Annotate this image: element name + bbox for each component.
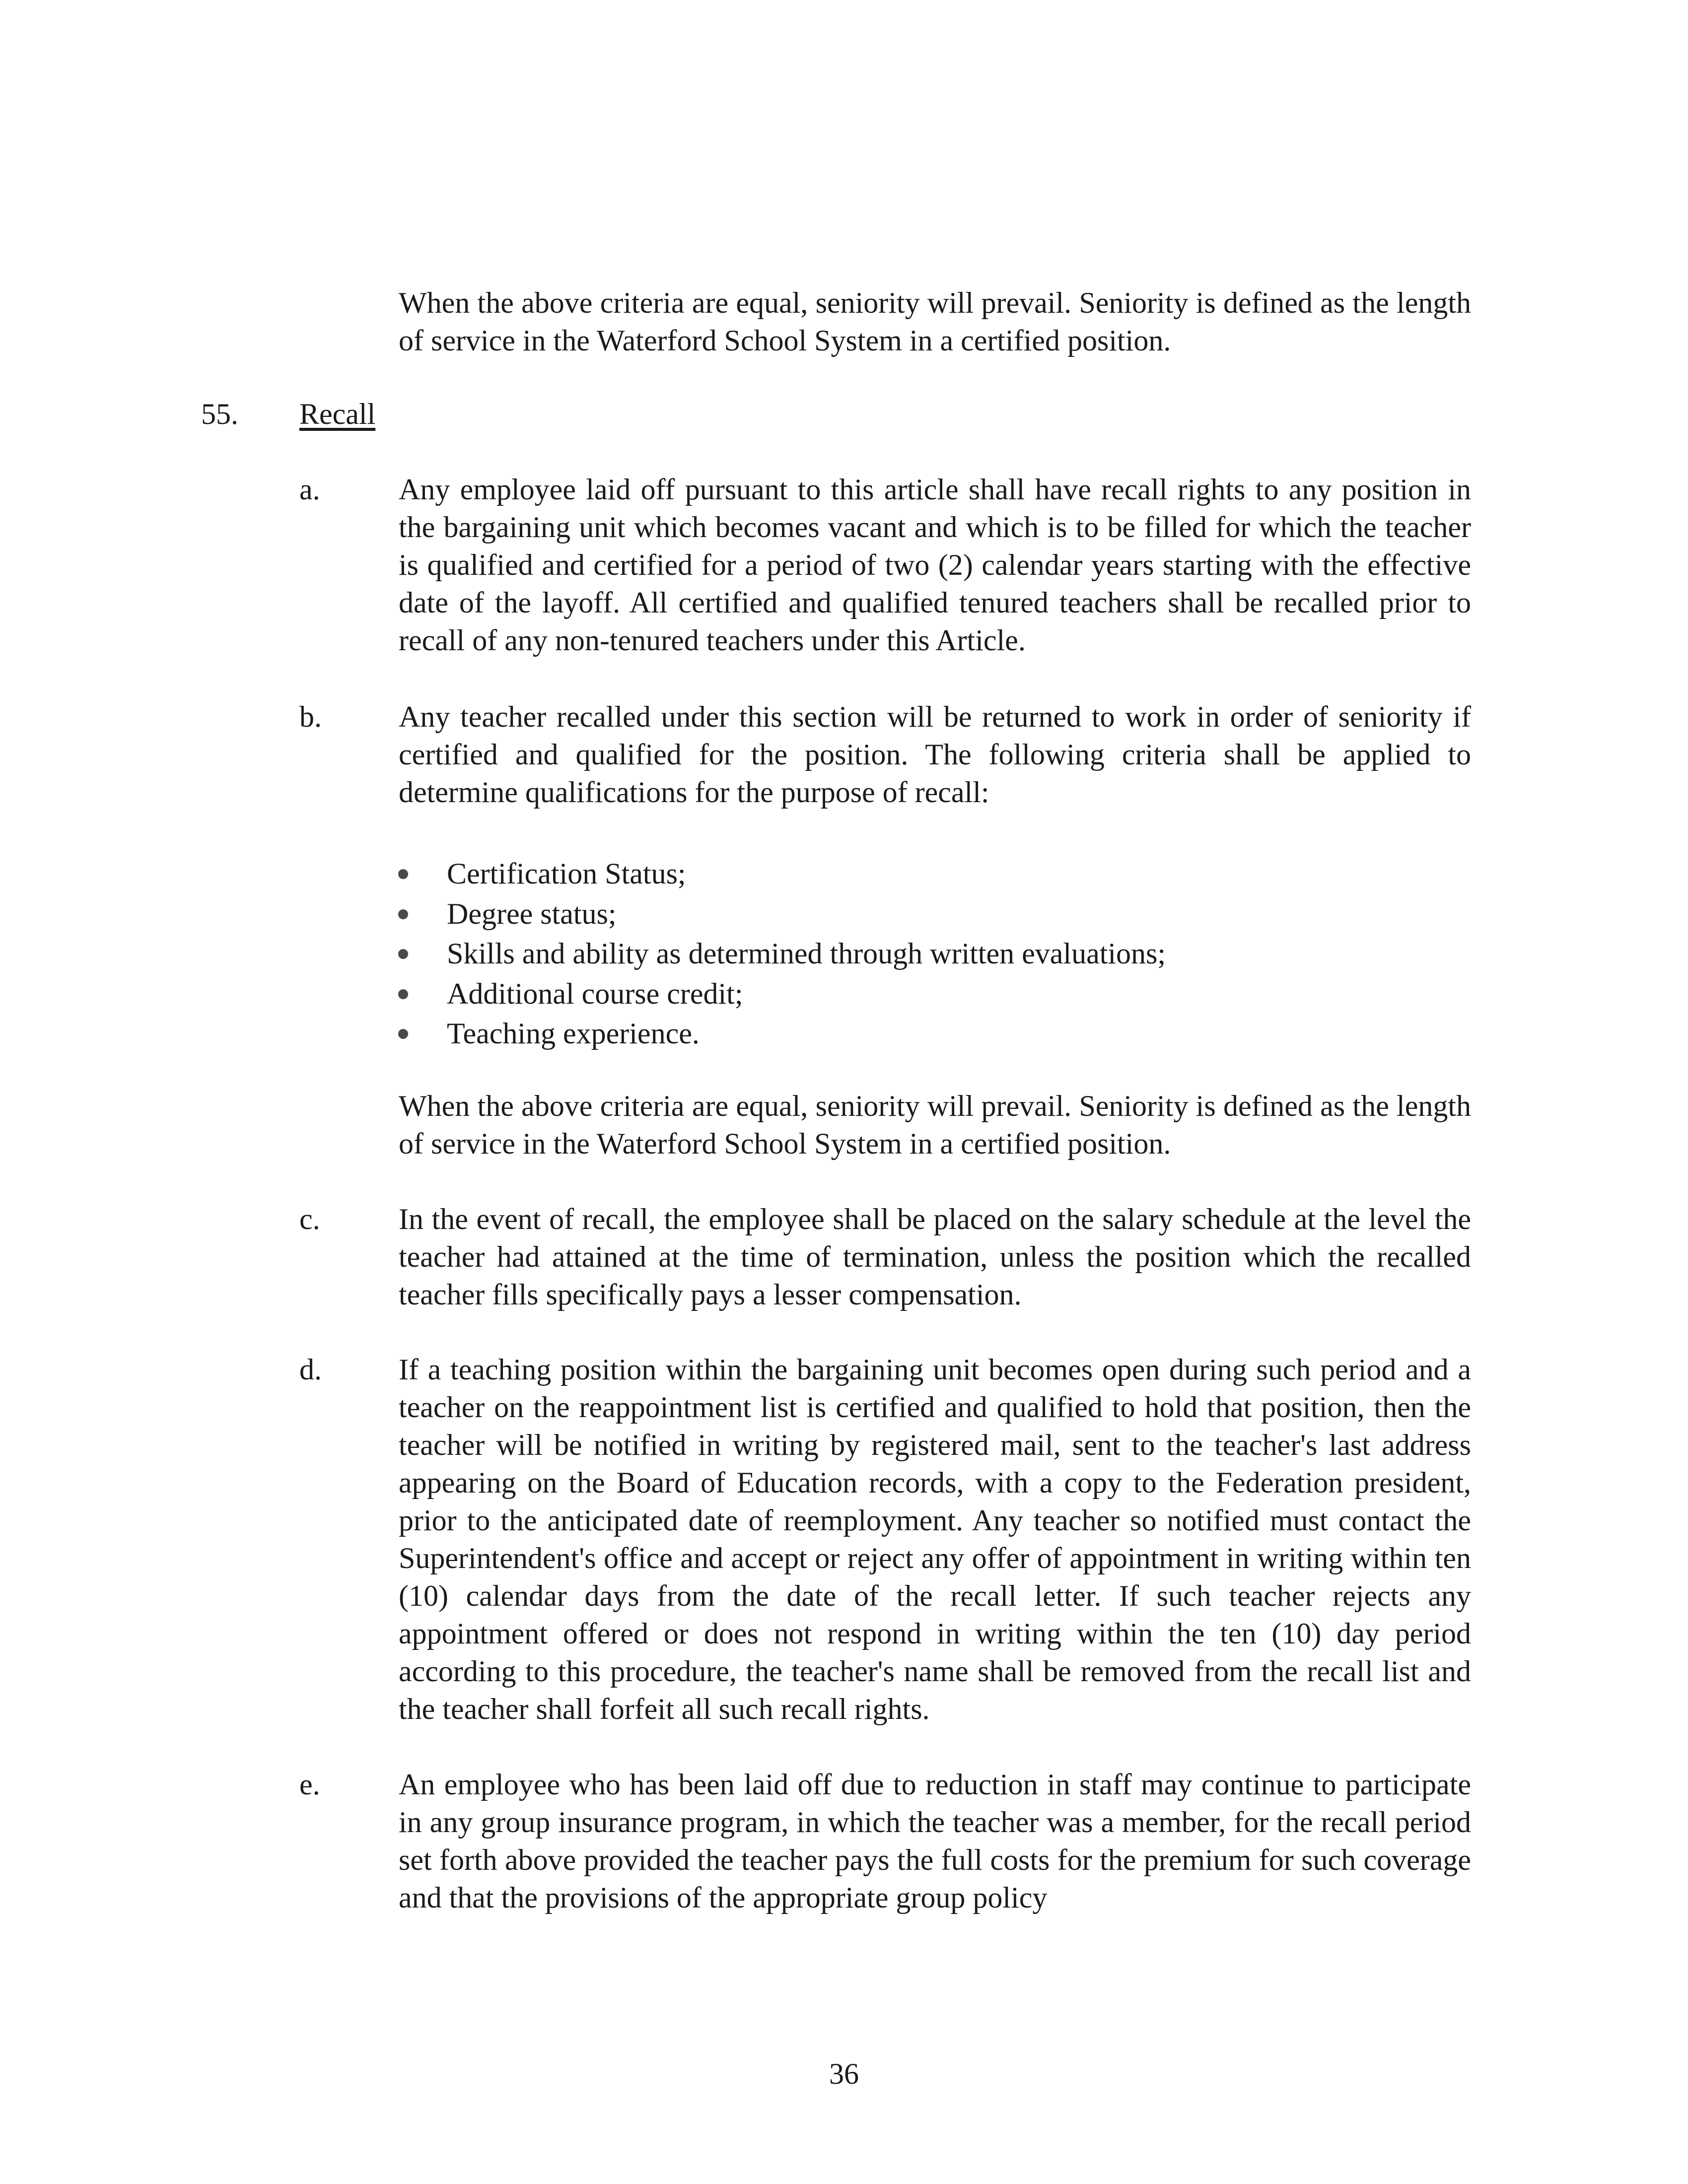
criteria-list-item: [397, 934, 1166, 974]
preamble-paragraph: When the above criteria are equal, seniority will prevail. Seniority is defined as the length of service in the Waterford School System in a certified position.: [399, 286, 1471, 357]
item-b-label: b.: [299, 700, 322, 733]
section-title: Recall: [299, 398, 376, 430]
page-number: 36: [829, 2057, 859, 2090]
item-c-text: In the event of recall, the employee shall be placed on the salary schedule at the level the teacher had attained at the time of termination, unless the position which the recalled teacher fills specifically pays a lesser compensation.: [399, 1203, 1471, 1311]
criteria-text: Skills and ability as determined through written evaluations;: [447, 937, 1166, 970]
section-number: 55.: [201, 398, 238, 430]
item-b-text: Any teacher recalled under this section will be returned to work in order of seniority if certified and qualified for the position. The following criteria shall be applied to determine qualifications for the purpose of recall:: [399, 700, 1471, 809]
bullet-icon: [398, 989, 408, 999]
item-d-text: If a teaching position within the bargaining unit becomes open during such period and a teacher on the reappointment list is certified and qualified to hold that position, then the teacher will be notified in writing by registered mail, sent to the teacher's last address appearing on the Board of Education records, with a copy to the Federation president, prior to the anticipated date of reemployment. Any teacher so notified must contact the Superintendent's office and accept or reject any offer of appointment in writing within ten (10) calendar days from the date of the recall letter. If such teacher rejects any appointment offered or does not respond in writing within the ten (10) day period according to this procedure, the teacher's name shall be removed from the recall list and the teacher shall forfeit all such recall rights.: [399, 1353, 1471, 1725]
criteria-list: [397, 854, 1166, 1054]
criteria-list-item: [397, 854, 1166, 894]
item-b-followup: When the above criteria are equal, seniority will prevail. Seniority is defined as the length of service in the Waterford School System in a certified position.: [399, 1090, 1471, 1160]
bullet-icon: [398, 949, 408, 959]
criteria-text: Degree status;: [447, 897, 617, 930]
item-e-label: e.: [299, 1768, 320, 1801]
bullet-icon: [398, 909, 408, 919]
criteria-list-item: [397, 894, 1166, 934]
bullet-icon: [398, 869, 408, 879]
criteria-text: Additional course credit;: [447, 977, 743, 1010]
item-a-text: Any employee laid off pursuant to this article shall have recall rights to any position in the bargaining unit which becomes vacant and which is to be filled for which the teacher is qualified and certified for a period of two (2) calendar years starting with the effective date of the layoff. All certified and qualified tenured teachers shall be recalled prior to recall of any non-tenured teachers under this Article.: [399, 473, 1471, 657]
item-e-text: An employee who has been laid off due to reduction in staff may continue to participate in any group insurance program, in which the teacher was a member, for the recall period set forth above provided the teacher pays the full costs for the premium for such coverage and that the provisions of the appropriate group policy: [399, 1768, 1471, 1914]
criteria-text: Teaching experience.: [447, 1017, 700, 1050]
criteria-list-item: [397, 1014, 1166, 1054]
bullet-icon: [398, 1029, 408, 1039]
criteria-list-item: [397, 974, 1166, 1014]
item-a-label: a.: [299, 473, 320, 506]
item-d-label: d.: [299, 1353, 322, 1386]
item-c-label: c.: [299, 1203, 320, 1235]
criteria-text: Certification Status;: [447, 857, 686, 890]
